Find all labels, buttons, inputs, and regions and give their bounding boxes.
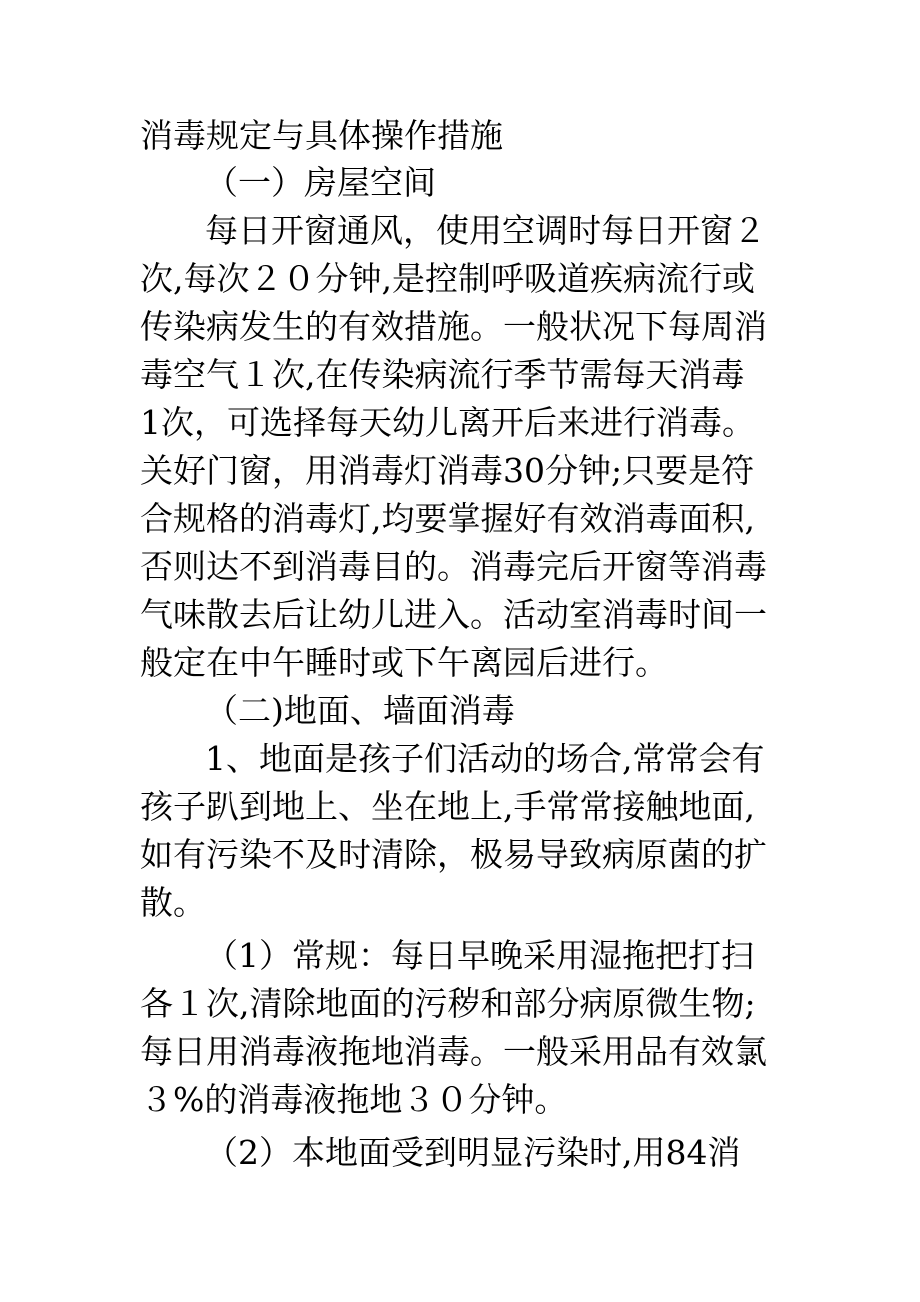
paragraph-line: 1次，可选择每天幼儿离开后来进行消毒。 [140,403,755,442]
section-heading-2: （二)地面、墙面消毒 [205,691,515,730]
paragraph-line: 孩子趴到地上、坐在地上,手常常接触地面, [140,787,755,826]
paragraph-line: 否则达不到消毒目的。消毒完后开窗等消毒 [140,547,767,586]
paragraph-line: （2）本地面受到明显污染时,用84消 [205,1133,741,1172]
paragraph-line: 每日开窗通风，使用空调时每日开窗２ [205,211,766,250]
paragraph-line: 散。 [140,883,206,922]
paragraph-line: 传染病发生的有效措施。一般状况下每周消 [140,307,767,346]
paragraph-line: 气味散去后让幼儿进入。活动室消毒时间一 [140,595,767,634]
paragraph-line: ３%的消毒液拖地３０分钟。 [140,1080,568,1119]
paragraph-line: 每日用消毒液拖地消毒。一般采用品有效氯 [140,1032,767,1071]
document-title: 消毒规定与具体操作措施 [140,116,503,155]
section-heading-1: （一）房屋空间 [205,163,436,202]
paragraph-line: 如有污染不及时清除，极易导致病原菌的扩 [140,835,767,874]
paragraph-line: 毒空气１次,在传染病流行季节需每天消毒 [140,355,745,394]
paragraph-line: 各１次,清除地面的污秽和部分病原微生物; [140,984,756,1023]
paragraph-line: （1）常规：每日早晚采用湿拖把打扫 [205,936,754,975]
paragraph-line: 合规格的消毒灯,均要掌握好有效消毒面积, [140,499,755,538]
paragraph-line: 关好门窗，用消毒灯消毒30分钟;只要是符 [140,451,755,490]
paragraph-line: 1、地面是孩子们活动的场合,常常会有 [205,739,765,778]
paragraph-line: 次,每次２０分钟,是控制呼吸道疾病流行或 [140,259,755,298]
paragraph-line: 般定在中午睡时或下午离园后进行。 [140,643,668,682]
